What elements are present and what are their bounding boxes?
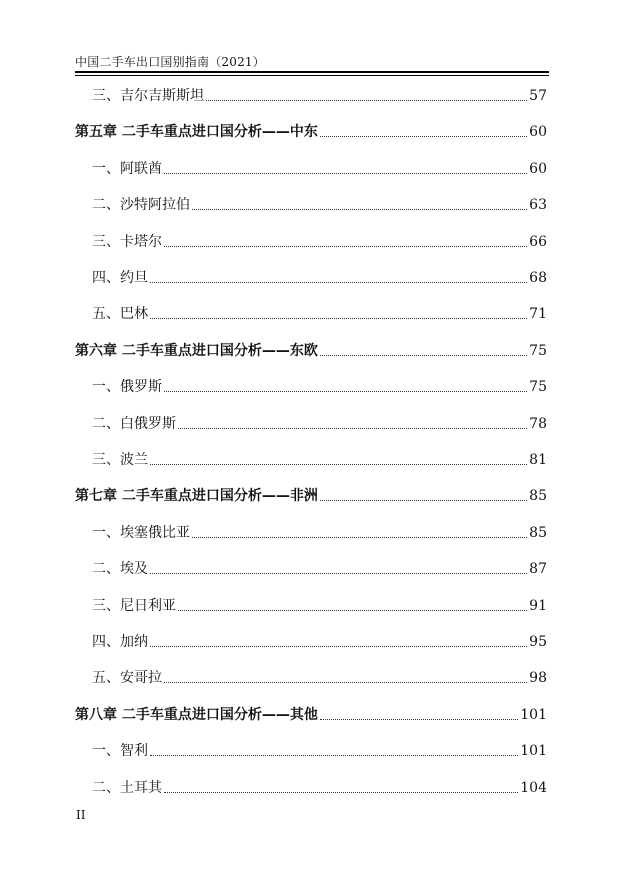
toc-section-entry[interactable]	[92, 303, 547, 323]
dot-leader	[150, 646, 527, 647]
toc-section-entry[interactable]	[92, 376, 547, 396]
toc-entry-page: 60	[529, 124, 547, 141]
toc-entry-page: 95	[529, 634, 547, 650]
toc-entry-page: 104	[520, 779, 547, 796]
toc-entry-title: 第八章 二手车重点进口国分析——其他	[75, 706, 318, 723]
toc-section-entry[interactable]	[92, 449, 547, 469]
toc-entry-title: 一、智利	[92, 743, 148, 760]
toc-chapter-entry[interactable]	[75, 485, 547, 505]
toc-section-entry[interactable]	[92, 158, 547, 178]
toc-section-entry[interactable]	[92, 194, 547, 214]
dot-leader	[164, 682, 527, 683]
toc-entry-page: 60	[529, 160, 547, 177]
toc-entry-page: 91	[529, 597, 547, 614]
dot-leader	[150, 755, 518, 756]
dot-leader	[150, 573, 527, 574]
toc-entry-title: 一、俄罗斯	[92, 379, 162, 396]
toc-entry-page: 98	[529, 670, 547, 687]
dot-leader	[178, 610, 527, 611]
toc-section-entry[interactable]	[92, 267, 547, 287]
toc-entry-title: 第五章 二手车重点进口国分析——中东	[75, 124, 318, 141]
toc-section-entry[interactable]	[92, 231, 547, 251]
toc-entry-title: 四、约旦	[92, 270, 148, 286]
toc-chapter-entry[interactable]	[75, 340, 547, 360]
toc-entry-title: 五、巴林	[92, 306, 148, 323]
toc-entry-page: 87	[529, 561, 547, 578]
toc-entry-title: 一、埃塞俄比亚	[92, 524, 190, 541]
toc-entry-page: 66	[529, 233, 547, 250]
dot-leader	[192, 537, 527, 538]
toc-entry-title: 一、阿联酋	[92, 160, 162, 177]
dot-leader	[150, 318, 527, 319]
toc-entry-page: 68	[529, 270, 547, 286]
dot-leader	[320, 355, 527, 356]
dot-leader	[320, 719, 518, 720]
toc-entry-page: 75	[529, 379, 547, 396]
toc-entry-page: 101	[520, 706, 547, 723]
toc-entry-page: 81	[529, 452, 547, 468]
toc-entry-title: 四、加纳	[92, 634, 148, 650]
toc-entry-page: 78	[529, 415, 547, 432]
toc-entry-page: 63	[529, 197, 547, 214]
toc-section-entry[interactable]	[92, 777, 547, 797]
toc-entry-title: 五、安哥拉	[92, 670, 162, 687]
toc-entry-title: 二、沙特阿拉伯	[92, 197, 190, 214]
toc-chapter-entry[interactable]	[75, 704, 547, 724]
dot-leader	[206, 100, 527, 101]
toc-section-entry[interactable]	[92, 522, 547, 542]
toc-entry-title: 三、尼日利亚	[92, 597, 176, 614]
toc-section-entry[interactable]	[92, 413, 547, 433]
toc-section-entry[interactable]	[92, 631, 547, 651]
dot-leader	[150, 282, 527, 283]
toc-chapter-entry[interactable]	[75, 121, 547, 141]
toc-entry-title: 三、吉尔吉斯斯坦	[92, 88, 204, 104]
dot-leader	[164, 173, 527, 174]
dot-leader	[164, 246, 527, 247]
dot-leader	[320, 500, 527, 501]
toc-entry-title: 二、白俄罗斯	[92, 415, 176, 432]
toc-entry-page: 85	[529, 524, 547, 541]
toc-entry-page: 71	[529, 306, 547, 323]
toc-entry-page: 85	[529, 488, 547, 505]
toc-section-entry[interactable]	[92, 595, 547, 615]
dot-leader	[178, 428, 527, 429]
toc-entry-page: 75	[529, 342, 547, 359]
toc-entry-title: 二、埃及	[92, 561, 148, 578]
dot-leader	[164, 391, 527, 392]
toc-entry-page: 101	[520, 743, 547, 760]
toc-entry-title: 三、波兰	[92, 452, 148, 468]
toc-section-entry[interactable]	[92, 667, 547, 687]
toc-entry-title: 第六章 二手车重点进口国分析——东欧	[75, 342, 318, 359]
toc-entry-title: 第七章 二手车重点进口国分析——非洲	[75, 488, 318, 505]
toc-section-entry[interactable]	[92, 740, 547, 760]
running-header: 中国二手车出口国别指南（2021）	[75, 55, 265, 69]
toc-section-entry[interactable]	[92, 558, 547, 578]
toc-entry-page: 57	[529, 88, 547, 104]
dot-leader	[164, 792, 518, 793]
dot-leader	[192, 209, 527, 210]
toc-entry-title: 三、卡塔尔	[92, 233, 162, 250]
toc-section-entry[interactable]	[92, 85, 547, 105]
page-number: II	[76, 808, 86, 822]
dot-leader	[150, 464, 527, 465]
toc-entry-title: 二、土耳其	[92, 779, 162, 796]
dot-leader	[320, 136, 527, 137]
